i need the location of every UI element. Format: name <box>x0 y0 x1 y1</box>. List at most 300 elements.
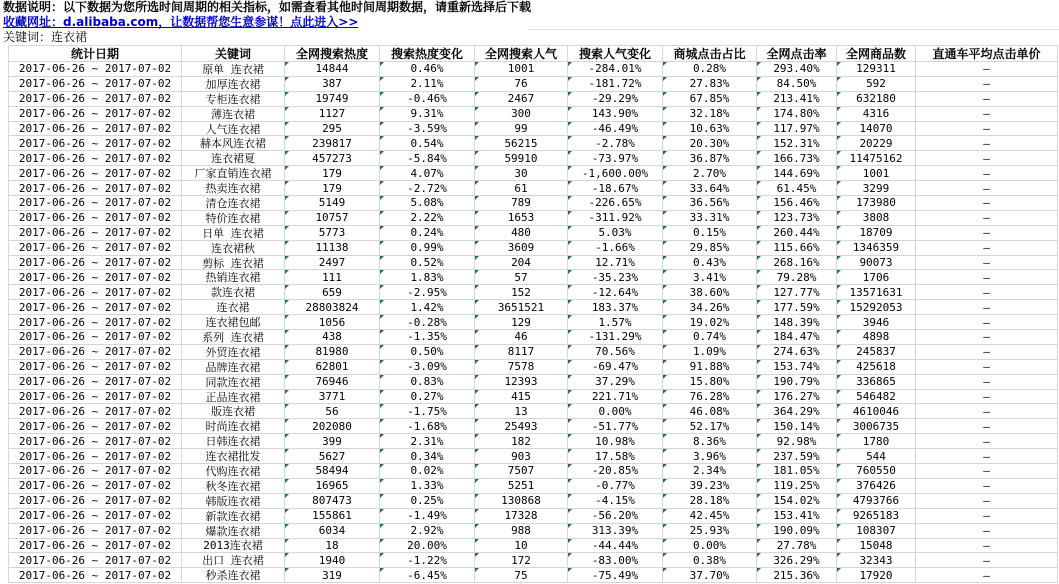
keyword-cell[interactable] <box>182 375 285 390</box>
value-cell[interactable] <box>475 136 568 151</box>
value-cell[interactable] <box>285 568 380 583</box>
value-cell[interactable] <box>916 107 1058 122</box>
value-cell[interactable] <box>757 196 837 211</box>
value-cell[interactable] <box>916 226 1058 241</box>
value-cell[interactable] <box>285 449 380 464</box>
value-cell[interactable] <box>380 419 475 434</box>
value-cell[interactable] <box>568 211 663 226</box>
value-cell[interactable] <box>568 419 663 434</box>
value-cell[interactable] <box>380 181 475 196</box>
value-cell[interactable] <box>757 434 837 449</box>
value-cell[interactable] <box>663 256 757 271</box>
value-cell[interactable] <box>568 77 663 92</box>
value-cell[interactable] <box>285 107 380 122</box>
date-range-cell[interactable] <box>8 256 182 271</box>
value-cell[interactable] <box>837 345 916 360</box>
value-cell[interactable] <box>285 241 380 256</box>
column-header-1[interactable]: 关键词 <box>182 45 285 62</box>
keyword-cell[interactable] <box>182 509 285 524</box>
value-cell[interactable] <box>916 315 1058 330</box>
value-cell[interactable] <box>285 211 380 226</box>
value-cell[interactable] <box>475 524 568 539</box>
value-cell[interactable] <box>916 494 1058 509</box>
value-cell[interactable] <box>916 539 1058 554</box>
value-cell[interactable] <box>663 211 757 226</box>
value-cell[interactable] <box>285 151 380 166</box>
keyword-cell[interactable] <box>182 315 285 330</box>
value-cell[interactable] <box>837 107 916 122</box>
keyword-cell[interactable] <box>182 226 285 241</box>
value-cell[interactable] <box>475 256 568 271</box>
value-cell[interactable] <box>475 568 568 583</box>
value-cell[interactable] <box>475 92 568 107</box>
value-cell[interactable] <box>380 568 475 583</box>
value-cell[interactable] <box>757 315 837 330</box>
date-range-cell[interactable] <box>8 122 182 137</box>
value-cell[interactable] <box>568 375 663 390</box>
value-cell[interactable] <box>663 300 757 315</box>
value-cell[interactable] <box>380 92 475 107</box>
value-cell[interactable] <box>663 539 757 554</box>
value-cell[interactable] <box>285 464 380 479</box>
value-cell[interactable] <box>568 196 663 211</box>
value-cell[interactable] <box>568 300 663 315</box>
keyword-cell[interactable] <box>182 524 285 539</box>
value-cell[interactable] <box>757 136 837 151</box>
value-cell[interactable] <box>757 92 837 107</box>
value-cell[interactable] <box>757 166 837 181</box>
value-cell[interactable] <box>916 62 1058 77</box>
value-cell[interactable] <box>568 464 663 479</box>
keyword-cell[interactable] <box>182 464 285 479</box>
value-cell[interactable] <box>475 315 568 330</box>
value-cell[interactable] <box>568 509 663 524</box>
value-cell[interactable] <box>663 107 757 122</box>
keyword-cell[interactable] <box>182 330 285 345</box>
value-cell[interactable] <box>757 285 837 300</box>
column-header-6[interactable]: 商城点击占比 <box>663 45 757 62</box>
value-cell[interactable] <box>837 434 916 449</box>
value-cell[interactable] <box>757 77 837 92</box>
value-cell[interactable] <box>916 241 1058 256</box>
value-cell[interactable] <box>663 151 757 166</box>
value-cell[interactable] <box>568 107 663 122</box>
value-cell[interactable] <box>916 211 1058 226</box>
value-cell[interactable] <box>475 360 568 375</box>
value-cell[interactable] <box>568 345 663 360</box>
value-cell[interactable] <box>475 509 568 524</box>
value-cell[interactable] <box>757 509 837 524</box>
value-cell[interactable] <box>380 300 475 315</box>
date-range-cell[interactable] <box>8 568 182 583</box>
value-cell[interactable] <box>757 553 837 568</box>
keyword-cell[interactable] <box>182 256 285 271</box>
value-cell[interactable] <box>475 375 568 390</box>
value-cell[interactable] <box>285 77 380 92</box>
date-range-cell[interactable] <box>8 404 182 419</box>
value-cell[interactable] <box>663 464 757 479</box>
value-cell[interactable] <box>916 553 1058 568</box>
keyword-cell[interactable] <box>182 196 285 211</box>
value-cell[interactable] <box>475 77 568 92</box>
value-cell[interactable] <box>285 360 380 375</box>
value-cell[interactable] <box>663 241 757 256</box>
date-range-cell[interactable] <box>8 315 182 330</box>
value-cell[interactable] <box>916 166 1058 181</box>
value-cell[interactable] <box>663 434 757 449</box>
value-cell[interactable] <box>663 122 757 137</box>
value-cell[interactable] <box>380 136 475 151</box>
value-cell[interactable] <box>285 92 380 107</box>
date-range-cell[interactable] <box>8 136 182 151</box>
value-cell[interactable] <box>568 151 663 166</box>
keyword-cell[interactable] <box>182 122 285 137</box>
value-cell[interactable] <box>837 77 916 92</box>
value-cell[interactable] <box>663 360 757 375</box>
value-cell[interactable] <box>475 390 568 405</box>
date-range-cell[interactable] <box>8 360 182 375</box>
value-cell[interactable] <box>757 449 837 464</box>
value-cell[interactable] <box>380 345 475 360</box>
date-range-cell[interactable] <box>8 151 182 166</box>
value-cell[interactable] <box>663 449 757 464</box>
value-cell[interactable] <box>568 270 663 285</box>
date-range-cell[interactable] <box>8 494 182 509</box>
date-range-cell[interactable] <box>8 509 182 524</box>
value-cell[interactable] <box>837 226 916 241</box>
value-cell[interactable] <box>380 360 475 375</box>
value-cell[interactable] <box>285 136 380 151</box>
value-cell[interactable] <box>475 345 568 360</box>
value-cell[interactable] <box>663 345 757 360</box>
value-cell[interactable] <box>663 166 757 181</box>
value-cell[interactable] <box>916 181 1058 196</box>
column-header-8[interactable]: 全网商品数 <box>837 45 916 62</box>
keyword-cell[interactable] <box>182 181 285 196</box>
keyword-cell[interactable] <box>182 77 285 92</box>
value-cell[interactable] <box>757 151 837 166</box>
value-cell[interactable] <box>568 62 663 77</box>
value-cell[interactable] <box>285 122 380 137</box>
date-range-cell[interactable] <box>8 539 182 554</box>
keyword-cell[interactable] <box>182 390 285 405</box>
value-cell[interactable] <box>568 479 663 494</box>
value-cell[interactable] <box>663 92 757 107</box>
keyword-cell[interactable] <box>182 345 285 360</box>
date-range-cell[interactable] <box>8 166 182 181</box>
value-cell[interactable] <box>916 285 1058 300</box>
value-cell[interactable] <box>916 375 1058 390</box>
value-cell[interactable] <box>663 568 757 583</box>
value-cell[interactable] <box>837 553 916 568</box>
value-cell[interactable] <box>475 553 568 568</box>
keyword-cell[interactable] <box>182 285 285 300</box>
value-cell[interactable] <box>380 509 475 524</box>
date-range-cell[interactable] <box>8 226 182 241</box>
value-cell[interactable] <box>475 211 568 226</box>
value-cell[interactable] <box>285 285 380 300</box>
column-header-4[interactable]: 全网搜索人气 <box>475 45 568 62</box>
value-cell[interactable] <box>475 300 568 315</box>
value-cell[interactable] <box>380 449 475 464</box>
date-range-cell[interactable] <box>8 196 182 211</box>
column-header-3[interactable]: 搜索热度变化 <box>380 45 475 62</box>
value-cell[interactable] <box>285 196 380 211</box>
value-cell[interactable] <box>568 181 663 196</box>
date-range-cell[interactable] <box>8 181 182 196</box>
value-cell[interactable] <box>380 404 475 419</box>
value-cell[interactable] <box>837 390 916 405</box>
value-cell[interactable] <box>475 122 568 137</box>
value-cell[interactable] <box>380 196 475 211</box>
value-cell[interactable] <box>757 256 837 271</box>
value-cell[interactable] <box>837 360 916 375</box>
value-cell[interactable] <box>916 300 1058 315</box>
value-cell[interactable] <box>475 151 568 166</box>
value-cell[interactable] <box>285 256 380 271</box>
value-cell[interactable] <box>837 285 916 300</box>
keyword-cell[interactable] <box>182 449 285 464</box>
value-cell[interactable] <box>663 524 757 539</box>
date-range-cell[interactable] <box>8 419 182 434</box>
value-cell[interactable] <box>568 122 663 137</box>
value-cell[interactable] <box>837 151 916 166</box>
value-cell[interactable] <box>380 524 475 539</box>
value-cell[interactable] <box>380 62 475 77</box>
value-cell[interactable] <box>475 479 568 494</box>
value-cell[interactable] <box>568 136 663 151</box>
value-cell[interactable] <box>837 122 916 137</box>
value-cell[interactable] <box>757 226 837 241</box>
value-cell[interactable] <box>475 449 568 464</box>
value-cell[interactable] <box>380 315 475 330</box>
value-cell[interactable] <box>663 62 757 77</box>
value-cell[interactable] <box>285 419 380 434</box>
value-cell[interactable] <box>837 196 916 211</box>
value-cell[interactable] <box>285 166 380 181</box>
value-cell[interactable] <box>380 211 475 226</box>
value-cell[interactable] <box>285 479 380 494</box>
value-cell[interactable] <box>837 479 916 494</box>
value-cell[interactable] <box>568 166 663 181</box>
value-cell[interactable] <box>380 122 475 137</box>
value-cell[interactable] <box>568 553 663 568</box>
value-cell[interactable] <box>916 390 1058 405</box>
value-cell[interactable] <box>663 196 757 211</box>
keyword-cell[interactable] <box>182 539 285 554</box>
value-cell[interactable] <box>837 330 916 345</box>
keyword-cell[interactable] <box>182 434 285 449</box>
value-cell[interactable] <box>837 181 916 196</box>
value-cell[interactable] <box>916 92 1058 107</box>
date-range-cell[interactable] <box>8 375 182 390</box>
value-cell[interactable] <box>285 524 380 539</box>
value-cell[interactable] <box>475 226 568 241</box>
value-cell[interactable] <box>568 330 663 345</box>
value-cell[interactable] <box>285 553 380 568</box>
value-cell[interactable] <box>285 181 380 196</box>
value-cell[interactable] <box>380 166 475 181</box>
value-cell[interactable] <box>916 434 1058 449</box>
value-cell[interactable] <box>380 77 475 92</box>
value-cell[interactable] <box>285 270 380 285</box>
value-cell[interactable] <box>663 479 757 494</box>
value-cell[interactable] <box>663 553 757 568</box>
value-cell[interactable] <box>568 434 663 449</box>
column-header-2[interactable]: 全网搜索热度 <box>285 45 380 62</box>
column-header-5[interactable]: 搜索人气变化 <box>568 45 663 62</box>
value-cell[interactable] <box>663 330 757 345</box>
value-cell[interactable] <box>475 62 568 77</box>
date-range-cell[interactable] <box>8 211 182 226</box>
value-cell[interactable] <box>916 136 1058 151</box>
value-cell[interactable] <box>568 256 663 271</box>
value-cell[interactable] <box>757 524 837 539</box>
value-cell[interactable] <box>285 434 380 449</box>
keyword-cell[interactable] <box>182 166 285 181</box>
value-cell[interactable] <box>757 494 837 509</box>
value-cell[interactable] <box>568 241 663 256</box>
value-cell[interactable] <box>837 539 916 554</box>
date-range-cell[interactable] <box>8 77 182 92</box>
value-cell[interactable] <box>475 285 568 300</box>
date-range-cell[interactable] <box>8 464 182 479</box>
value-cell[interactable] <box>285 539 380 554</box>
value-cell[interactable] <box>380 107 475 122</box>
value-cell[interactable] <box>663 77 757 92</box>
value-cell[interactable] <box>380 539 475 554</box>
column-header-9[interactable]: 直通车平均点击单价 <box>916 45 1058 62</box>
value-cell[interactable] <box>663 136 757 151</box>
value-cell[interactable] <box>663 375 757 390</box>
value-cell[interactable] <box>837 211 916 226</box>
value-cell[interactable] <box>663 404 757 419</box>
value-cell[interactable] <box>757 241 837 256</box>
value-cell[interactable] <box>837 404 916 419</box>
value-cell[interactable] <box>663 226 757 241</box>
value-cell[interactable] <box>380 226 475 241</box>
keyword-cell[interactable] <box>182 92 285 107</box>
keyword-cell[interactable] <box>182 360 285 375</box>
date-range-cell[interactable] <box>8 241 182 256</box>
value-cell[interactable] <box>475 330 568 345</box>
value-cell[interactable] <box>837 524 916 539</box>
value-cell[interactable] <box>285 62 380 77</box>
value-cell[interactable] <box>837 494 916 509</box>
value-cell[interactable] <box>380 270 475 285</box>
keyword-cell[interactable] <box>182 241 285 256</box>
value-cell[interactable] <box>757 375 837 390</box>
value-cell[interactable] <box>837 509 916 524</box>
value-cell[interactable] <box>285 375 380 390</box>
keyword-cell[interactable] <box>182 300 285 315</box>
date-range-cell[interactable] <box>8 434 182 449</box>
value-cell[interactable] <box>757 568 837 583</box>
value-cell[interactable] <box>916 330 1058 345</box>
value-cell[interactable] <box>837 419 916 434</box>
keyword-cell[interactable] <box>182 136 285 151</box>
value-cell[interactable] <box>568 404 663 419</box>
value-cell[interactable] <box>568 285 663 300</box>
value-cell[interactable] <box>380 434 475 449</box>
value-cell[interactable] <box>837 241 916 256</box>
date-range-cell[interactable] <box>8 449 182 464</box>
value-cell[interactable] <box>568 568 663 583</box>
value-cell[interactable] <box>663 181 757 196</box>
value-cell[interactable] <box>757 390 837 405</box>
value-cell[interactable] <box>837 166 916 181</box>
value-cell[interactable] <box>916 360 1058 375</box>
value-cell[interactable] <box>285 226 380 241</box>
value-cell[interactable] <box>475 539 568 554</box>
value-cell[interactable] <box>757 270 837 285</box>
value-cell[interactable] <box>285 330 380 345</box>
value-cell[interactable] <box>916 524 1058 539</box>
value-cell[interactable] <box>380 479 475 494</box>
value-cell[interactable] <box>663 285 757 300</box>
value-cell[interactable] <box>285 345 380 360</box>
keyword-cell[interactable] <box>182 151 285 166</box>
value-cell[interactable] <box>475 494 568 509</box>
value-cell[interactable] <box>475 434 568 449</box>
value-cell[interactable] <box>757 404 837 419</box>
value-cell[interactable] <box>663 270 757 285</box>
value-cell[interactable] <box>916 419 1058 434</box>
value-cell[interactable] <box>568 315 663 330</box>
value-cell[interactable] <box>837 256 916 271</box>
value-cell[interactable] <box>380 464 475 479</box>
value-cell[interactable] <box>916 568 1058 583</box>
keyword-cell[interactable] <box>182 107 285 122</box>
value-cell[interactable] <box>380 375 475 390</box>
value-cell[interactable] <box>916 449 1058 464</box>
value-cell[interactable] <box>568 494 663 509</box>
bookmark-link[interactable]: 收藏网址：d.alibaba.com，让数据帮您生意参谋！点此进入>> <box>3 15 359 29</box>
keyword-cell[interactable] <box>182 62 285 77</box>
value-cell[interactable] <box>837 92 916 107</box>
value-cell[interactable] <box>568 360 663 375</box>
value-cell[interactable] <box>916 270 1058 285</box>
date-range-cell[interactable] <box>8 300 182 315</box>
value-cell[interactable] <box>475 166 568 181</box>
value-cell[interactable] <box>568 226 663 241</box>
value-cell[interactable] <box>475 107 568 122</box>
value-cell[interactable] <box>757 464 837 479</box>
value-cell[interactable] <box>475 181 568 196</box>
column-header-0[interactable]: 统计日期 <box>8 45 182 62</box>
value-cell[interactable] <box>475 270 568 285</box>
value-cell[interactable] <box>837 315 916 330</box>
value-cell[interactable] <box>757 181 837 196</box>
value-cell[interactable] <box>837 449 916 464</box>
value-cell[interactable] <box>837 464 916 479</box>
value-cell[interactable] <box>757 211 837 226</box>
value-cell[interactable] <box>663 315 757 330</box>
value-cell[interactable] <box>475 196 568 211</box>
date-range-cell[interactable] <box>8 270 182 285</box>
value-cell[interactable] <box>757 107 837 122</box>
value-cell[interactable] <box>568 92 663 107</box>
value-cell[interactable] <box>380 330 475 345</box>
value-cell[interactable] <box>916 151 1058 166</box>
value-cell[interactable] <box>475 419 568 434</box>
value-cell[interactable] <box>380 241 475 256</box>
date-range-cell[interactable] <box>8 390 182 405</box>
value-cell[interactable] <box>663 509 757 524</box>
value-cell[interactable] <box>475 241 568 256</box>
value-cell[interactable] <box>285 494 380 509</box>
date-range-cell[interactable] <box>8 62 182 77</box>
